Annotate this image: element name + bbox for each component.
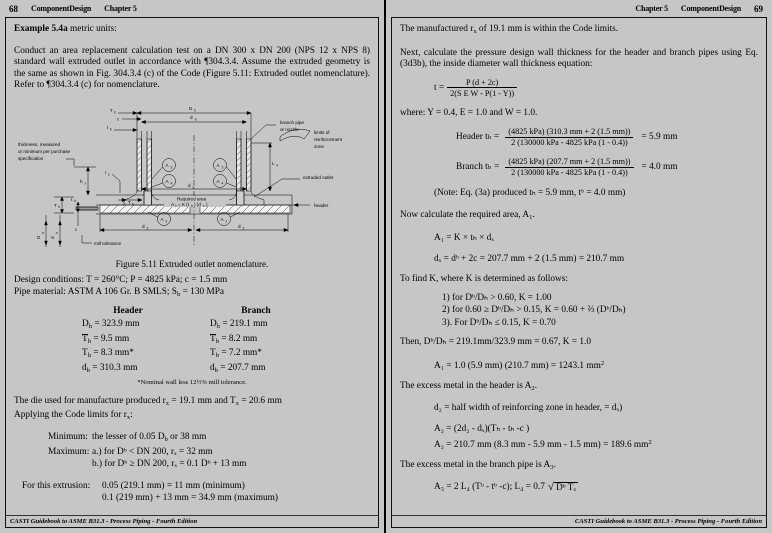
limit-minimum-label: Minimum: — [48, 432, 88, 443]
die-sub-x1: x — [165, 400, 170, 408]
svg-text:2: 2 — [165, 219, 168, 224]
svg-text:= K (t: = K (t — [178, 201, 190, 207]
sub: 1 — [529, 214, 533, 222]
para-required-area — [400, 210, 758, 224]
k-rules-list — [400, 292, 758, 330]
label-Dh: D — [36, 235, 41, 239]
para-excess-branch — [400, 460, 758, 474]
list-item: 1) for Dᵇ/Dₕ > 0.60, K = 1.00 — [442, 292, 552, 303]
table-row — [210, 348, 302, 359]
equation-header-th — [400, 127, 758, 147]
eq-t-numerator: P (d + 2c) — [466, 77, 499, 87]
label-mill-tolerance: mill tolerance — [94, 240, 122, 246]
sym: T — [210, 333, 216, 344]
eq-A3-radicand: Dᵇ Tₓ — [555, 482, 577, 493]
left-runhead-chapter: Chapter 5 — [104, 4, 137, 13]
sub: b — [215, 352, 219, 360]
label-thickness-note-2: or minimum per purchase — [18, 148, 71, 154]
left-page-footer: CASTI Guidebook to ASME B31.3 - Process Piping - Fourth Edition — [6, 515, 378, 528]
label-hx: h — [80, 178, 83, 184]
branch-eq-denominator: 2 (130000 kPa - 4825 kPa (1 - 0.4)) — [505, 167, 633, 178]
limit-minimum-row — [14, 431, 370, 446]
table-row — [210, 363, 302, 374]
right-runhead-chapter: Chapter 5 — [635, 4, 668, 13]
right-page-footer: CASTI Guidebook to ASME B31.3 - Process Piping - Fourth Edition — [392, 515, 766, 528]
branch-eq-equals: = — [494, 162, 500, 173]
pre: The excess metal in the header is A — [400, 380, 532, 391]
label-extruded-outlet: extruded outlet — [303, 174, 334, 180]
svg-text:1: 1 — [175, 204, 177, 209]
sym: T — [82, 333, 88, 344]
sym: D — [82, 319, 89, 330]
equation-branch-tb — [400, 157, 758, 177]
applying-sub-x: x — [126, 413, 131, 421]
label-Tb: T — [110, 107, 113, 113]
sym: T — [210, 348, 216, 359]
spec-footnote: *Nominal wall less 12½% mill tolerance. — [137, 379, 247, 387]
svg-text:h: h — [74, 199, 76, 204]
para-excess-header — [400, 381, 758, 395]
pre: The manufactured r — [400, 24, 474, 34]
eq-t-denominator: 2(S E W - P(1 - Y)) — [447, 87, 517, 98]
left-running-head — [0, 0, 384, 17]
extrusion-row-a — [14, 480, 370, 492]
eq-t-lhs: t = — [434, 82, 445, 93]
extrusion-line-a: 0.05 (219.1 mm) = 11 mm (minimum) — [102, 481, 245, 492]
label-db: d — [190, 114, 193, 120]
label-d2-left: d — [142, 223, 145, 229]
equation-A2-form: A₂ = (2d₂ - dₓ)(Tₕ - tₕ -c ) — [434, 424, 530, 435]
equation-dx: dₓ = dᵇ + 2c = 207.7 mm + 2 (1.5 mm) = 210.7 mm — [434, 253, 625, 264]
table-row — [210, 334, 302, 345]
sub: h — [86, 366, 90, 374]
label-th: t — [71, 196, 73, 202]
header-eq-sub: h — [487, 133, 492, 141]
equation-A3 — [400, 482, 758, 493]
pipe-material-post: = 130 MPa — [180, 286, 225, 297]
header-eq-result: = 5.9 mm — [641, 132, 678, 143]
label-tb: t — [107, 124, 109, 130]
svg-text:) (d: ) (d — [194, 201, 201, 207]
table-row — [82, 348, 174, 359]
sub: x — [473, 28, 477, 35]
label-limits-3: zone — [314, 143, 324, 149]
svg-text:b: b — [114, 110, 116, 115]
label-thickness-note-3: specification — [18, 155, 44, 161]
svg-text:2: 2 — [225, 219, 228, 224]
right-page — [386, 0, 772, 533]
svg-text:3: 3 — [170, 165, 173, 170]
svg-text:4: 4 — [276, 163, 278, 168]
sub: b — [216, 323, 221, 331]
svg-text:3: 3 — [221, 165, 224, 170]
eq-A3-pre: A₃ = 2 L₄ (Tᵇ - tᵇ -c); L₄ = 0.7 — [434, 482, 545, 493]
extrusion-label: For this extrusion: — [22, 481, 91, 492]
sub: h — [87, 337, 91, 345]
sub: h — [88, 323, 93, 331]
spacer — [14, 458, 92, 470]
figure-caption: Figure 5.11 Extruded outlet nomenclature. — [115, 258, 269, 269]
sub: 2 — [531, 384, 535, 392]
die-text-end: = 20.6 mm — [238, 396, 282, 407]
equation-A2-value — [400, 436, 758, 452]
label-dx: d — [188, 182, 191, 188]
svg-text:b: b — [195, 117, 197, 122]
applying-code-text: Applying the Code limits for r — [14, 409, 127, 420]
figure-5-11 — [14, 99, 370, 269]
pipe-material — [14, 287, 370, 301]
para-find-k: To find K, where K is determined as follows: — [400, 273, 568, 284]
branch-eq-fraction — [505, 157, 633, 177]
radical-sign: √ — [547, 480, 554, 493]
table-row — [82, 363, 174, 374]
limit-maximum-b: b.) for Dᵇ ≥ DN 200, rₓ = 0.1 Dᵇ + 13 mm — [92, 459, 247, 470]
extruded-outlet-diagram — [14, 99, 374, 251]
svg-text:x: x — [108, 172, 110, 177]
spec-table — [14, 306, 370, 377]
die-text-pre: The die used for manufacture produced r — [14, 396, 166, 407]
label-A2-left: A — [160, 216, 164, 222]
example-label: Example 5.4a — [14, 24, 68, 34]
pre: A₂ = 210.7 mm (8.3 mm - 5.9 mm - 1.5 mm) = 189.6 mm — [434, 440, 649, 451]
sym: T — [82, 348, 88, 359]
right-runhead-title: ComponentDesign — [680, 4, 741, 13]
eq-t-fraction — [447, 78, 517, 98]
svg-text:x: x — [132, 202, 134, 207]
sym: d — [210, 362, 215, 373]
where-line: where: Y = 0.4, E = 1.0 and W = 1.0. — [400, 107, 538, 118]
spec-branch-column — [210, 306, 302, 377]
label-A3-left: A — [165, 162, 169, 168]
limit-maximum-row — [14, 446, 370, 458]
label-A3-right: A — [216, 162, 220, 168]
branch-eq-numerator: (4825 kPa) (207.7 mm + 2 (1.5 mm)) — [508, 157, 631, 167]
left-page-number: 68 — [9, 3, 18, 14]
limit-maximum-label: Maximum: — [48, 447, 90, 458]
branch-eq-label: Branch t — [456, 162, 488, 173]
val: = 7.2 mm* — [221, 348, 262, 359]
svg-text:h: h — [191, 204, 193, 209]
branch-eq-sub: b — [487, 163, 492, 171]
list-item: 2) for 0.60 ≥ Dᵇ/Dₕ > 0.15, K = 0.60 + ⅔ (Dᵇ/Dₕ) — [442, 305, 626, 316]
then-line: Then, Dᵇ/Dₕ = 219.1mm/323.9 mm = 0.67, K = 1.0 — [400, 337, 591, 348]
val: = 219.1 mm — [222, 319, 268, 330]
sub: b — [214, 366, 218, 374]
val: = 8.3 mm* — [93, 348, 134, 359]
sub: b — [164, 436, 168, 444]
table-row — [82, 319, 174, 330]
branch-eq-result: = 4.0 mm — [641, 162, 678, 173]
note-line: (Note: Eq. (3a) produced tₕ = 5.9 mm, tᵇ = 4.0 mm) — [434, 188, 626, 199]
table-row — [210, 319, 302, 330]
post: . — [553, 460, 556, 471]
limit-minimum-value — [92, 431, 370, 446]
sup: 2 — [600, 359, 605, 367]
svg-text:4: 4 — [221, 181, 224, 186]
svg-text:h: h — [41, 232, 45, 234]
right-running-head — [386, 0, 772, 17]
example-units: metric units: — [70, 24, 117, 34]
val: = 323.9 mm — [94, 319, 140, 330]
intro-paragraph: Conduct an area replacement calculation test on a DN 300 x DN 200 (NPS 12 x NPS 8) standard wall extruded outlet in accordance with ¶304.3.4. Assume the extruded geometry is the same as shown in Fig. 304.3.4 (c) of the Code (Figure 5.11: Extruded outlet nomenclature). Refer to ¶304.3.4 (c) for nomenclature. — [14, 45, 370, 91]
svg-text:x: x — [203, 204, 205, 209]
die-line-2: Applying the Code limits for $r_x$: — [14, 409, 133, 421]
val: = 310.3 mm — [92, 362, 138, 373]
square-root-icon — [548, 482, 578, 493]
sub: h — [87, 352, 91, 360]
label-Th: T — [54, 202, 57, 208]
pipe-material-sub: h — [176, 290, 181, 298]
label-A2-right: A — [220, 216, 224, 222]
label-required-area-1: Required area — [177, 196, 207, 202]
code-limits-list — [14, 431, 370, 470]
design-conditions: Design conditions: T = 260°C; P = 4825 kPa; c = 1.5 mm — [14, 274, 228, 285]
left-runhead-title: ComponentDesign — [31, 4, 92, 13]
svg-text:2: 2 — [146, 226, 149, 231]
limit-maximum-a: a.) for Dᵇ < DN 200, rₓ = 32 mm — [92, 447, 213, 458]
label-branch-pipe-1: branch pipe — [280, 119, 305, 125]
label-Db: D — [189, 105, 193, 111]
equation-d2: d₂ = half width of reinforcing zone in header, = dₓ) — [434, 403, 623, 414]
val: = 9.5 mm — [93, 333, 130, 344]
header-eq-fraction — [505, 127, 633, 147]
extrusion-row-b — [14, 492, 370, 504]
post: . — [534, 380, 538, 391]
label-header-part: header — [314, 202, 329, 208]
post: or 38 mm — [167, 432, 207, 443]
right-page-number: 69 — [754, 3, 763, 14]
equation-A1-value — [400, 357, 758, 373]
val: = 207.7 mm — [220, 362, 266, 373]
sym: d — [82, 362, 87, 373]
para-code-limits — [400, 24, 758, 38]
svg-text:x: x — [84, 181, 87, 186]
para-pressure-design: Next, calculate the pressure design wall thickness for the header and branch pipes using Eq. (3d3b), the inside diameter wall thickness equation: — [400, 47, 758, 70]
label-c-bottom: c — [75, 226, 78, 232]
svg-text:b: b — [194, 108, 196, 113]
pre: A₁ = 1.0 (5.9 mm) (210.7 mm) = 1243.1 mm — [434, 360, 601, 371]
svg-text:x: x — [192, 185, 195, 190]
label-thickness-note-1: thickness, measured — [18, 141, 61, 147]
post: . — [532, 210, 535, 221]
die-sub-x2: x — [235, 400, 239, 408]
label-A4-left: A — [165, 178, 169, 184]
svg-text:4: 4 — [170, 181, 173, 186]
label-required-area-2: A — [171, 201, 175, 207]
post: of 19.1 mm is within the Code limits. — [476, 24, 619, 34]
svg-text:2: 2 — [242, 226, 245, 231]
pre: The excess metal in the branch pipe is A — [400, 460, 551, 471]
left-page-body — [5, 17, 379, 528]
header-eq-numerator: (4825 kPa) (310.3 mm + 2 (1.5 mm)) — [508, 127, 631, 137]
label-L4: L — [272, 160, 275, 166]
spec-branch-title: Branch — [241, 306, 271, 317]
spec-header-title: Header — [113, 306, 143, 317]
spacer — [14, 492, 102, 504]
header-eq-label: Header t — [456, 132, 488, 143]
table-row — [82, 334, 174, 345]
die-line-1 — [14, 396, 370, 410]
svg-text:h: h — [58, 205, 60, 210]
label-branch-pipe-2: or nozzle — [280, 126, 299, 132]
label-limits-1: limits of — [314, 129, 330, 135]
extrusion-line-b: 0.1 (219 mm) + 13 mm = 34.9 mm (maximum) — [102, 493, 279, 504]
label-Tx: T — [128, 199, 131, 205]
sub: 3 — [550, 464, 554, 472]
sup: 2 — [648, 439, 652, 447]
sym: D — [210, 319, 217, 330]
pre: Now calculate the required area, A — [400, 210, 530, 221]
svg-text:b: b — [110, 127, 112, 132]
label-dh: d — [50, 236, 55, 239]
limit-maximum-row-b — [14, 458, 370, 470]
label-limits-2: reinforcement — [314, 136, 343, 142]
label-rx: r — [105, 169, 107, 175]
extrusion-list — [14, 480, 370, 504]
label-A4-right: A — [216, 178, 220, 184]
label-c-top: c — [117, 116, 120, 122]
example-heading — [14, 24, 370, 36]
svg-text:): ) — [206, 201, 208, 207]
die-text-mid: = 19.1 mm and T — [169, 396, 236, 407]
equation-A1: A₁ = K × tₕ × dₓ — [434, 232, 495, 243]
spec-header-column — [82, 306, 174, 377]
svg-text:h: h — [55, 232, 59, 234]
pre: the lesser of 0.05 D — [92, 432, 165, 443]
header-eq-equals: = — [494, 132, 500, 143]
list-item: 3). For Dᵇ/Dₕ ≤ 0.15, K = 0.70 — [442, 317, 556, 328]
label-d2-right: d — [238, 223, 241, 229]
sub: b — [215, 337, 219, 345]
pipe-material-pre: Pipe material: ASTM A 106 Gr. B SMLS; S — [14, 286, 177, 297]
header-eq-denominator: 2 (130000 kPa - 4825 kPa (1 - 0.4)) — [505, 137, 633, 148]
right-page-body — [391, 17, 767, 528]
val: = 8.2 mm — [221, 333, 258, 344]
equation-t — [400, 78, 758, 98]
